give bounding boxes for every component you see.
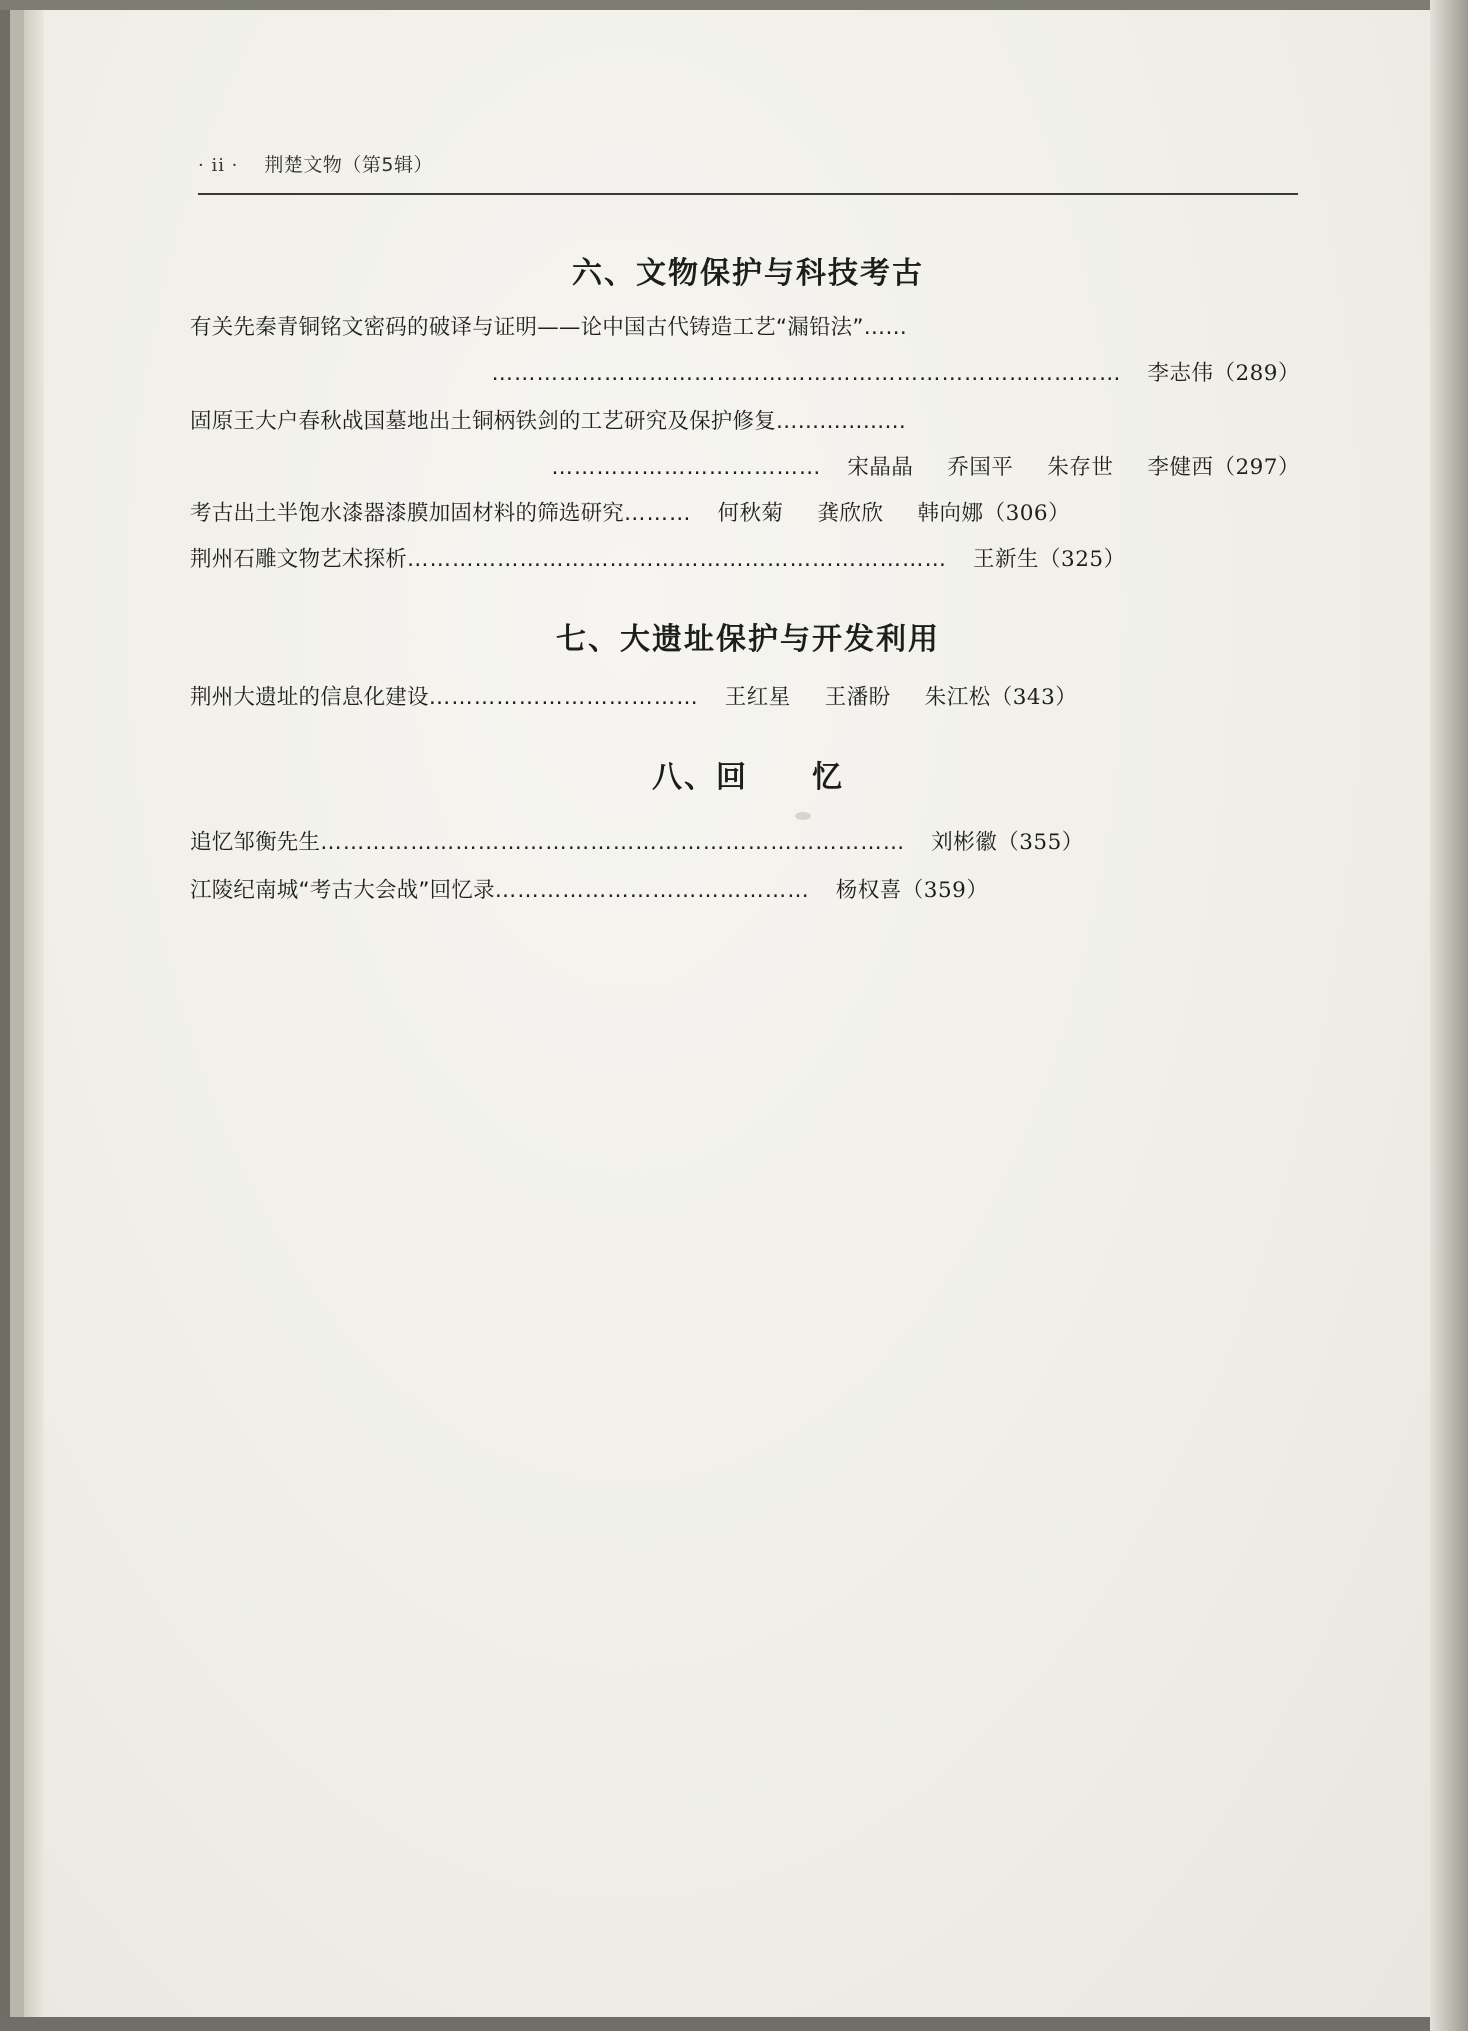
folio-number: · ii · xyxy=(198,155,239,176)
toc-entry-leader-line xyxy=(190,356,1300,387)
section-heading-eight: 八、回 忆 xyxy=(652,760,844,795)
entry-author: 杨权喜 xyxy=(835,878,902,903)
entry-title: 荆州石雕文物艺术探析 xyxy=(190,547,408,572)
entry-page-number: （359） xyxy=(901,878,989,903)
entry-page-number: （289） xyxy=(1213,361,1300,386)
entry-author: 李志伟 xyxy=(1147,361,1214,386)
entry-author: 韩向娜 xyxy=(917,501,984,526)
toc-entry-leader-line xyxy=(190,450,1300,481)
leader-dots: ………………………………………………………………………… xyxy=(491,361,1122,386)
header-rule xyxy=(198,193,1298,195)
toc-entry-title-line xyxy=(190,404,1300,435)
entry-author: 乔国平 xyxy=(947,455,1014,480)
scan-right-edge xyxy=(1430,0,1468,2031)
scan-gutter-shadow xyxy=(24,0,44,2031)
toc-entry xyxy=(190,680,1300,711)
entry-author: 何秋菊 xyxy=(717,501,784,526)
entry-title: 荆州大遗址的信息化建设 xyxy=(190,685,429,710)
scan-top-edge xyxy=(0,0,1468,10)
entry-author: 刘彬徽 xyxy=(931,830,998,855)
toc-entry xyxy=(190,825,1300,856)
entry-page-number: （343） xyxy=(990,685,1078,710)
toc-entry xyxy=(190,542,1300,573)
toc-entry xyxy=(190,496,1300,527)
entry-author: 王红星 xyxy=(724,685,791,710)
entry-page-number: （355） xyxy=(997,830,1084,855)
section-heading-seven: 七、大遗址保护与开发利用 xyxy=(556,622,940,657)
leader-dots: ……………………………………………………………… xyxy=(407,547,948,572)
scan-left-edge xyxy=(0,0,10,2031)
entry-author: 龚欣欣 xyxy=(817,501,884,526)
entry-title: 追忆邹衡先生 xyxy=(190,830,321,855)
entry-author: 王新生 xyxy=(973,547,1040,572)
running-header xyxy=(198,150,1298,177)
book-title: 荆楚文物（第5辑） xyxy=(264,154,433,176)
entry-title: 固原王大户春秋战国墓地出土铜柄铁剑的工艺研究及保护修复……………… xyxy=(190,409,907,434)
leader-dots: ……………………………… xyxy=(551,455,822,480)
toc-entry xyxy=(190,873,1300,904)
entry-page-number: （306） xyxy=(983,501,1071,526)
toc-entry-title-line xyxy=(190,310,1300,341)
entry-title: 考古出土半饱水漆器漆膜加固材料的筛选研究 xyxy=(190,501,625,526)
scan-book-gutter xyxy=(10,0,24,2031)
entry-author: 朱存世 xyxy=(1047,455,1114,480)
entry-author: 王潘盼 xyxy=(824,685,891,710)
entry-title: 有关先秦青铜铭文密码的破译与证明——论中国古代铸造工艺“漏铅法”…… xyxy=(190,315,908,340)
leader-dots: ……………………………… xyxy=(428,685,699,710)
entry-author: 李健西 xyxy=(1147,455,1214,480)
leader-dots: …………………………………… xyxy=(494,878,810,903)
scan-blemish xyxy=(795,812,811,820)
section-heading-six: 六、文物保护与科技考古 xyxy=(572,256,924,291)
entry-author: 宋晶晶 xyxy=(847,455,914,480)
entry-page-number: （297） xyxy=(1213,455,1300,480)
leader-dots: …………………………………………………………………… xyxy=(320,830,906,855)
entry-author: 朱江松 xyxy=(924,685,991,710)
leader-dots: ……… xyxy=(624,501,692,526)
scan-bottom-edge xyxy=(0,2017,1468,2031)
entry-page-number: （325） xyxy=(1039,547,1126,572)
entry-title: 江陵纪南城“考古大会战”回忆录 xyxy=(190,878,495,903)
